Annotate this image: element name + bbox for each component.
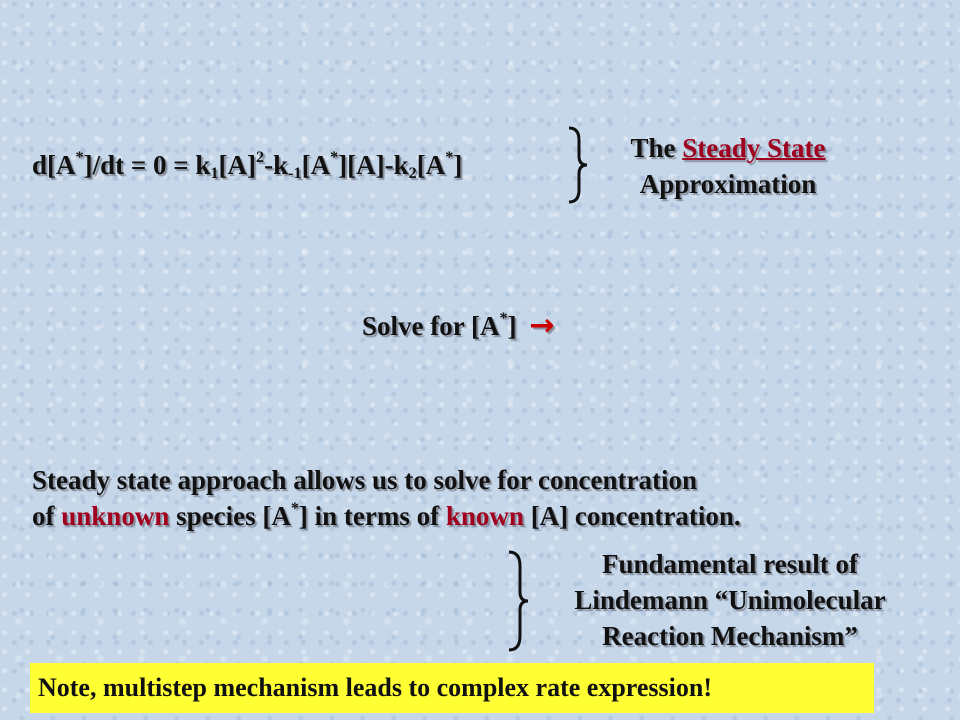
unknown-highlight: unknown [61,501,170,531]
eq-sup: * [330,147,339,166]
note-text: Note, multistep mechanism leads to complex rate expression! [38,673,712,702]
solve-for-close: ] [507,311,517,341]
eq-sub: 2 [408,164,417,183]
eq-part: [A] [218,150,256,180]
para-sup: * [290,498,299,517]
para-text: of [32,501,62,531]
eq-part: -k [264,150,289,180]
eq-part: ]/dt = 0 = k [83,150,211,180]
steady-state-label [598,130,858,202]
para-text: ] in terms of [298,501,446,531]
eq-part: d[A [32,150,76,180]
steady-state-highlight: Steady State [682,133,826,163]
para-text: [A] concentration. [523,501,741,531]
explanation-paragraph [32,462,741,534]
right-brace-icon [506,550,532,652]
note-banner [30,663,874,713]
eq-part: [A [301,150,331,180]
eq-sub: -1 [288,164,302,183]
label-the: The [630,133,683,163]
rate-equation [32,147,463,183]
steady-state-line2: Approximation [639,169,817,199]
eq-sub: 1 [210,164,219,183]
steady-state-line1 [598,130,858,166]
eq-part: ][A]-k [338,150,409,180]
eq-sup: 2 [255,147,265,166]
known-highlight: known [445,501,524,531]
solve-for-text: Solve for [A [362,311,500,341]
eq-sup: * [445,147,454,166]
eq-part: [A [416,150,446,180]
solve-for [362,308,554,343]
solve-for-sup: * [499,308,508,327]
eq-sup: * [75,147,84,166]
paragraph-line1: Steady state approach allows us to solve for concentration [32,465,697,495]
eq-part: ] [453,150,463,180]
right-brace-icon [566,126,590,204]
right-arrow-icon: → [529,308,555,343]
lindemann-label [530,546,930,654]
para-text: species [A [169,501,291,531]
paragraph-line2 [32,498,741,534]
lindemann-line1: Fundamental result of [601,549,858,579]
lindemann-line2: Lindemann “Unimolecular [574,585,886,615]
lindemann-line3: Reaction Mechanism” [602,621,858,651]
